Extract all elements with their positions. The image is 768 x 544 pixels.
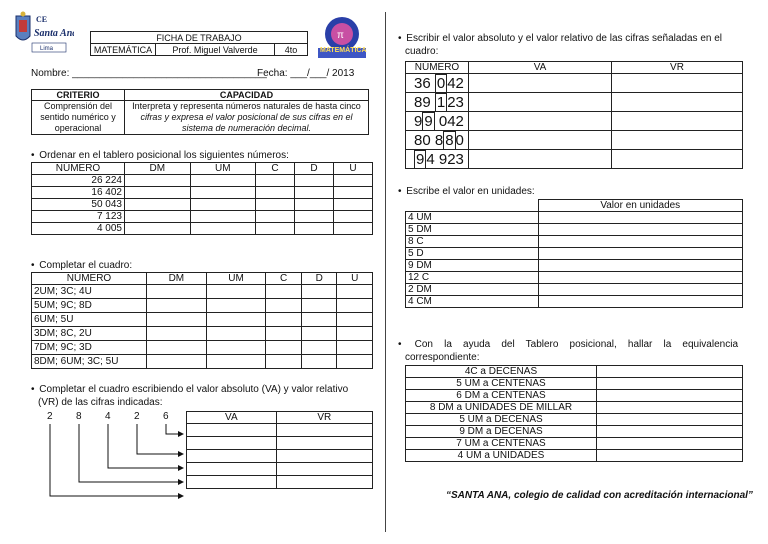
answer-cell[interactable] bbox=[276, 437, 372, 450]
answer-cell[interactable] bbox=[206, 341, 266, 355]
answer-cell[interactable] bbox=[538, 236, 743, 248]
answer-cell[interactable] bbox=[190, 211, 256, 223]
school-crest-icon bbox=[12, 10, 74, 56]
ex2-header: C bbox=[266, 273, 302, 285]
ex4-number bbox=[406, 112, 469, 131]
number-part: 42 bbox=[447, 74, 464, 92]
number-part: 9 bbox=[414, 112, 423, 130]
ex3-header-vr: VR bbox=[276, 412, 372, 424]
answer-cell[interactable] bbox=[469, 131, 612, 150]
number-part: 80 8 bbox=[414, 131, 444, 149]
ex2-instruction-text: Completar el cuadro: bbox=[39, 260, 133, 271]
ex2-header: NÚMERO bbox=[32, 273, 147, 285]
header-table bbox=[90, 31, 308, 56]
ex4-instruction-text: Escribir el valor absoluto y el valor relativo de las cifras señaladas en el bbox=[406, 33, 723, 44]
answer-cell[interactable] bbox=[206, 313, 266, 327]
ex1-header: UM bbox=[190, 163, 256, 175]
ex3-instruction-line2: (VR) de las cifras indicadas: bbox=[38, 397, 163, 408]
capacity-line: sistema de numeración decimal. bbox=[181, 123, 312, 133]
ex3-instruction bbox=[31, 384, 348, 395]
number-part: 4 923 bbox=[426, 150, 464, 168]
answer-cell[interactable] bbox=[125, 175, 191, 187]
ex6-table bbox=[405, 365, 743, 462]
blank-corner bbox=[406, 200, 539, 212]
answer-cell[interactable] bbox=[469, 150, 612, 169]
ex6-row-label: 6 DM a CENTENAS bbox=[406, 390, 597, 402]
ex5-instruction-text: Escribe el valor en unidades: bbox=[406, 186, 535, 197]
answer-cell[interactable] bbox=[276, 424, 372, 437]
ex1-header: C bbox=[256, 163, 295, 175]
ex5-row-label: 9 DM bbox=[406, 260, 539, 272]
ex6-instruction bbox=[398, 339, 738, 350]
number-part: 89 bbox=[414, 93, 435, 111]
answer-cell[interactable] bbox=[256, 175, 295, 187]
ex3-header-va: VA bbox=[187, 412, 277, 424]
ex1-number: 26 224 bbox=[32, 175, 125, 187]
highlighted-digit: 8 bbox=[445, 131, 454, 149]
answer-cell[interactable] bbox=[469, 93, 612, 112]
answer-cell[interactable] bbox=[256, 187, 295, 199]
ex5-table bbox=[405, 199, 743, 308]
number-part: 042 bbox=[434, 112, 464, 130]
ex2-table bbox=[31, 272, 373, 369]
ex2-row-label: 3DM; 8C, 2U bbox=[32, 327, 147, 341]
name-line: Nombre: ___________________________________ bbox=[31, 68, 267, 79]
ex4-number bbox=[406, 131, 469, 150]
ex6-row-label: 4C a DECENAS bbox=[406, 366, 597, 378]
answer-cell[interactable] bbox=[125, 223, 191, 235]
ex6-row-label: 9 DM a DECENAS bbox=[406, 426, 597, 438]
answer-cell[interactable] bbox=[301, 285, 337, 299]
ex5-row-label: 2 DM bbox=[406, 284, 539, 296]
ex1-header: DM bbox=[125, 163, 191, 175]
answer-cell[interactable] bbox=[206, 355, 266, 369]
answer-cell[interactable] bbox=[612, 112, 743, 131]
svg-text:π: π bbox=[337, 30, 344, 41]
ex1-number: 50 043 bbox=[32, 199, 125, 211]
capacity-line: cifras y expresa el valor posicional de sus cifras en el bbox=[140, 112, 353, 122]
answer-cell[interactable] bbox=[147, 341, 207, 355]
answer-cell[interactable] bbox=[295, 187, 334, 199]
ex3-digit: 2 bbox=[134, 411, 140, 422]
criteria-table bbox=[31, 89, 369, 135]
ex5-row-label: 8 C bbox=[406, 236, 539, 248]
answer-cell[interactable] bbox=[301, 355, 337, 369]
number-part: 0 bbox=[455, 131, 464, 149]
answer-cell[interactable] bbox=[334, 223, 373, 235]
ex2-header: U bbox=[337, 273, 373, 285]
ex5-row-label: 12 C bbox=[406, 272, 539, 284]
ex5-row-label: 5 D bbox=[406, 248, 539, 260]
answer-cell[interactable] bbox=[187, 437, 277, 450]
ex6-instruction-line2: correspondiente: bbox=[405, 352, 480, 363]
answer-cell[interactable] bbox=[612, 131, 743, 150]
answer-cell[interactable] bbox=[266, 313, 302, 327]
answer-cell[interactable] bbox=[334, 175, 373, 187]
ex5-row-label: 5 DM bbox=[406, 224, 539, 236]
answer-cell[interactable] bbox=[187, 424, 277, 437]
column-divider bbox=[385, 12, 386, 532]
grade: 4to bbox=[275, 44, 308, 56]
date-line: Fecha: ___/___/ 2013 bbox=[257, 68, 355, 79]
answer-cell[interactable] bbox=[187, 463, 277, 476]
ex2-instruction bbox=[31, 260, 132, 271]
answer-cell[interactable] bbox=[469, 74, 612, 93]
ex1-header: D bbox=[295, 163, 334, 175]
ex3-digit: 6 bbox=[163, 411, 169, 422]
answer-cell[interactable] bbox=[147, 327, 207, 341]
answer-cell[interactable] bbox=[538, 272, 743, 284]
highlighted-digit: 0 bbox=[436, 74, 446, 92]
ex5-row-label: 4 UM bbox=[406, 212, 539, 224]
ex4-instruction bbox=[398, 33, 722, 44]
answer-cell[interactable] bbox=[187, 450, 277, 463]
answer-cell[interactable] bbox=[256, 211, 295, 223]
criteria-col-header: CRITERIO bbox=[32, 90, 125, 101]
answer-cell[interactable] bbox=[190, 199, 256, 211]
answer-cell[interactable] bbox=[597, 366, 743, 378]
answer-cell[interactable] bbox=[187, 476, 277, 489]
answer-cell[interactable] bbox=[206, 285, 266, 299]
ex4-table bbox=[405, 61, 743, 169]
answer-cell[interactable] bbox=[266, 299, 302, 313]
ex3-table bbox=[186, 411, 373, 489]
ex6-row-label: 4 UM a UNIDADES bbox=[406, 450, 597, 462]
ex2-header: UM bbox=[206, 273, 266, 285]
answer-cell[interactable] bbox=[266, 355, 302, 369]
highlighted-digit: 9 bbox=[416, 150, 425, 168]
answer-cell[interactable] bbox=[256, 223, 295, 235]
answer-cell[interactable] bbox=[147, 285, 207, 299]
answer-cell[interactable] bbox=[538, 260, 743, 272]
ex3-digit: 4 bbox=[105, 411, 111, 422]
answer-cell[interactable] bbox=[334, 187, 373, 199]
answer-cell[interactable] bbox=[337, 355, 373, 369]
answer-cell[interactable] bbox=[301, 327, 337, 341]
ex5-header: Valor en unidades bbox=[538, 200, 743, 212]
number-part: 23 bbox=[447, 93, 464, 111]
answer-cell[interactable] bbox=[612, 150, 743, 169]
answer-cell[interactable] bbox=[337, 313, 373, 327]
number-part: 36 bbox=[414, 74, 435, 92]
answer-cell[interactable] bbox=[295, 199, 334, 211]
answer-cell[interactable] bbox=[538, 248, 743, 260]
answer-cell[interactable] bbox=[266, 327, 302, 341]
answer-cell[interactable] bbox=[266, 341, 302, 355]
ex5-row-label: 4 CM bbox=[406, 296, 539, 308]
svg-text:Santa Ana: Santa Ana bbox=[34, 28, 74, 39]
answer-cell[interactable] bbox=[301, 341, 337, 355]
ex4-header: NÚMERO bbox=[406, 62, 469, 74]
answer-cell[interactable] bbox=[469, 112, 612, 131]
answer-cell[interactable] bbox=[538, 284, 743, 296]
ex2-row-label: 8DM; 6UM; 3C; 5U bbox=[32, 355, 147, 369]
answer-cell[interactable] bbox=[597, 426, 743, 438]
answer-cell[interactable] bbox=[276, 463, 372, 476]
ex6-row-label: 8 DM a UNIDADES DE MILLAR bbox=[406, 402, 597, 414]
answer-cell[interactable] bbox=[337, 341, 373, 355]
svg-text:Lima: Lima bbox=[40, 46, 54, 52]
answer-cell[interactable] bbox=[538, 212, 743, 224]
ex1-instruction bbox=[31, 150, 289, 161]
answer-cell[interactable] bbox=[597, 390, 743, 402]
answer-cell[interactable] bbox=[597, 438, 743, 450]
ex2-row-label: 6UM; 5U bbox=[32, 313, 147, 327]
ex3-instruction-text: Completar el cuadro escribiendo el valor absoluto (VA) y valor relativo bbox=[39, 384, 349, 395]
answer-cell[interactable] bbox=[125, 199, 191, 211]
answer-cell[interactable] bbox=[538, 296, 743, 308]
answer-cell[interactable] bbox=[612, 93, 743, 112]
answer-cell[interactable] bbox=[337, 285, 373, 299]
answer-cell[interactable] bbox=[597, 402, 743, 414]
highlighted-digit: 1 bbox=[436, 93, 446, 111]
answer-cell[interactable] bbox=[276, 450, 372, 463]
criterion-text: Comprensión del sentido numérico y operacional bbox=[32, 101, 125, 135]
ex1-number: 4 005 bbox=[32, 223, 125, 235]
capacity-col-header: CAPACIDAD bbox=[125, 90, 369, 101]
ex3-digit: 8 bbox=[76, 411, 82, 422]
answer-cell[interactable] bbox=[147, 355, 207, 369]
ex6-row-label: 5 UM a DECENAS bbox=[406, 414, 597, 426]
ex2-row-label: 7DM; 9C; 3D bbox=[32, 341, 147, 355]
answer-cell[interactable] bbox=[190, 187, 256, 199]
answer-cell[interactable] bbox=[295, 175, 334, 187]
ex2-row-label: 2UM; 3C; 4U bbox=[32, 285, 147, 299]
ex4-number bbox=[406, 150, 469, 169]
answer-cell[interactable] bbox=[337, 299, 373, 313]
ex4-header: VA bbox=[469, 62, 612, 74]
ex4-number bbox=[406, 93, 469, 112]
ex6-instruction-text: Con la ayuda del Tablero posicional, hallar la equivalencia bbox=[414, 339, 738, 350]
answer-cell[interactable] bbox=[334, 199, 373, 211]
footer-slogan: “SANTA ANA, colegio de calidad con acreditación internacional” bbox=[446, 490, 753, 501]
answer-cell[interactable] bbox=[125, 211, 191, 223]
ex2-row-label: 5UM; 9C; 8D bbox=[32, 299, 147, 313]
ex4-instruction-line2: cuadro: bbox=[405, 46, 439, 57]
ex6-row-label: 5 UM a CENTENAS bbox=[406, 378, 597, 390]
answer-cell[interactable] bbox=[295, 223, 334, 235]
ex1-number: 16 402 bbox=[32, 187, 125, 199]
answer-cell[interactable] bbox=[337, 327, 373, 341]
math-logo-text: MATEMÁTICA bbox=[320, 47, 367, 54]
ex1-header: U bbox=[334, 163, 373, 175]
ex1-number: 7 123 bbox=[32, 211, 125, 223]
answer-cell[interactable] bbox=[301, 313, 337, 327]
ex4-number bbox=[406, 74, 469, 93]
svg-text:CE: CE bbox=[36, 15, 48, 24]
answer-cell[interactable] bbox=[612, 74, 743, 93]
ex1-header: NÚMERO bbox=[32, 163, 125, 175]
ex1-instruction-text: Ordenar en el tablero posicional los siguientes números: bbox=[39, 150, 289, 161]
answer-cell[interactable] bbox=[206, 327, 266, 341]
teacher: Prof. Miguel Valverde bbox=[156, 44, 275, 56]
answer-cell[interactable] bbox=[256, 199, 295, 211]
ex3-arrows bbox=[40, 420, 190, 502]
answer-cell[interactable] bbox=[147, 299, 207, 313]
ex4-header: VR bbox=[612, 62, 743, 74]
answer-cell[interactable] bbox=[190, 175, 256, 187]
answer-cell[interactable] bbox=[334, 211, 373, 223]
answer-cell[interactable] bbox=[206, 299, 266, 313]
ex5-instruction bbox=[398, 186, 535, 197]
answer-cell[interactable] bbox=[597, 414, 743, 426]
ex2-header: D bbox=[301, 273, 337, 285]
answer-cell[interactable] bbox=[597, 378, 743, 390]
ex3-digit: 2 bbox=[47, 411, 53, 422]
answer-cell[interactable] bbox=[597, 450, 743, 462]
answer-cell[interactable] bbox=[190, 223, 256, 235]
ex6-row-label: 7 UM a CENTENAS bbox=[406, 438, 597, 450]
answer-cell[interactable] bbox=[301, 299, 337, 313]
answer-cell[interactable] bbox=[266, 285, 302, 299]
answer-cell[interactable] bbox=[125, 187, 191, 199]
capacity-line: Interpreta y representa números naturales de hasta cinco bbox=[132, 101, 361, 111]
answer-cell[interactable] bbox=[147, 313, 207, 327]
highlighted-digit: 9 bbox=[424, 112, 433, 130]
ex1-table bbox=[31, 162, 373, 235]
subject: MATEMÁTICA bbox=[91, 44, 156, 56]
answer-cell[interactable] bbox=[276, 476, 372, 489]
worksheet-title: FICHA DE TRABAJO bbox=[91, 32, 308, 44]
ex2-header: DM bbox=[147, 273, 207, 285]
answer-cell[interactable] bbox=[538, 224, 743, 236]
answer-cell[interactable] bbox=[295, 211, 334, 223]
school-logo bbox=[12, 10, 74, 56]
math-logo bbox=[314, 14, 370, 60]
